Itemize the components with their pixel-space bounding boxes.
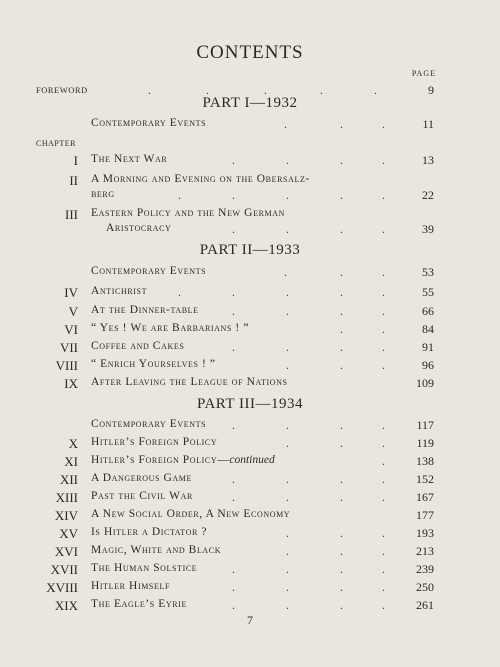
chapter-number: XVII: [50, 562, 78, 577]
chapter-title-continued: berg: [91, 188, 115, 200]
chapter-title: At the Dinner-table: [91, 304, 199, 316]
chapter-row: IV Antichrist . . . . . 55: [0, 285, 500, 303]
chapter-row: XI Hitler’s Foreign Policy—continued . 138: [0, 454, 500, 472]
chapter-title: A Dangerous Game: [91, 472, 192, 484]
book-page: CONTENTS PAGE FOREWORD . . . . . 9 PART I—1932 Contemporary Events . . . 11 CHAPTER I The Next War . . . . 13 II A Morning and Evening on the Obersalz- berg . . . . . 22 III Eastern Policy and the New German Aristocracy . . . . 39 PART II—1933 Contemporary Events . . . 53 IV Antichrist . . . . . 55 V At the Dinner-table . . . . 66 VI “ Yes ! We are Barbarians ! ” . . 84 VII Coffee and Cakes . . . . 91 VIII “ Enrich Yourselves ! ” . . . 96 IX After Leaving the League of Nations 109 PART III—1934 Contemporary Events . . . . 117 X Hitler’s Foreign Policy . . . 119 XI Hitler’s Foreign Policy—continued . 138 XII A Dangerous Game . . . . 152 XIII Past the Civil War . . . . 167 XIV A New Social Order, A New Economy 177 XV Is Hitler a Dictator ? . . . 193 XVI Magic, White and Black . . . 213 XVII The Human Solstice . . . . 239 XVIII Hitler Himself . . . . 250 XIX The Eagle’s Eyrie . . . . 261 7: [0, 0, 500, 667]
chapter-title: Past the Civil War: [91, 490, 193, 502]
chapter-row: VII Coffee and Cakes . . . . 91: [0, 340, 500, 358]
chapter-title: The Human Solstice: [91, 562, 198, 574]
contemporary-row-3: Contemporary Events . . . . 117: [91, 418, 434, 432]
contents-title: CONTENTS: [196, 42, 304, 63]
chapter-page: 55: [422, 285, 434, 299]
contemporary-row-1: Contemporary Events . . . 11: [91, 117, 434, 131]
chapter-row: XVI Magic, White and Black . . . 213: [0, 544, 500, 562]
part-heading-1: PART I—1932: [202, 95, 298, 111]
chapter-row: XII A Dangerous Game . . . . 152: [0, 472, 500, 490]
chapter-title: “ Enrich Yourselves ! ”: [91, 358, 216, 370]
chapter-number: XI: [64, 454, 78, 469]
chapter-title: “ Yes ! We are Barbarians ! ”: [91, 322, 250, 334]
chapter-number: XVIII: [46, 580, 78, 595]
chapter-page: 84: [422, 322, 434, 336]
chapter-number: XIX: [54, 598, 78, 613]
chapter-number: VI: [64, 322, 78, 337]
foreword-label: FOREWORD: [36, 85, 88, 95]
chapter-title: Hitler Himself: [91, 580, 170, 592]
foreword-page: 9: [428, 83, 434, 97]
chapter-page: 13: [422, 153, 434, 167]
chapter-number: VIII: [55, 358, 78, 373]
chapter-number: I: [73, 153, 78, 168]
contemporary-label: Contemporary Events: [91, 117, 207, 129]
chapter-row: I The Next War . . . . 13: [0, 153, 500, 171]
chapter-page: 96: [422, 358, 434, 372]
chapter-title-continued: Aristocracy: [106, 222, 172, 234]
chapter-number: IX: [64, 376, 78, 391]
chapter-row: [0, 376, 500, 394]
chapter-number: VII: [59, 340, 78, 355]
chapter-title: Magic, White and Black: [91, 544, 222, 556]
chapter-row: XIX The Eagle’s Eyrie . . . . 261: [0, 598, 500, 616]
contemporary-row-2: Contemporary Events . . . 53: [91, 265, 434, 279]
page-column-label: PAGE: [411, 69, 436, 78]
chapter-number: XVI: [54, 544, 78, 559]
chapter-title: Hitler’s Foreign Policy: [91, 436, 218, 448]
chapter-row: [0, 508, 500, 526]
chapter-number: XIII: [55, 490, 78, 505]
chapter-page: 66: [422, 304, 434, 318]
chapter-row: XVIII Hitler Himself . . . . 250: [0, 580, 500, 598]
chapter-title-italic: continued: [229, 454, 275, 466]
chapter-title: Coffee and Cakes: [91, 340, 185, 352]
contemporary-label: Contemporary Events: [91, 418, 207, 430]
chapter-page: 152: [416, 472, 434, 486]
chapter-row: VI “ Yes ! We are Barbarians ! ” . . 84: [0, 322, 500, 340]
chapter-page: 138: [416, 454, 434, 468]
chapter-title: Antichrist: [91, 285, 148, 297]
chapter-page: 177: [416, 508, 434, 522]
chapter-row: VIII “ Enrich Yourselves ! ” . . . 96: [0, 358, 500, 376]
chapter-title: The Eagle’s Eyrie: [91, 598, 187, 610]
chapter-page: 39: [422, 222, 434, 236]
chapter-page: 119: [416, 436, 434, 450]
chapter-column-label: CHAPTER: [36, 139, 76, 148]
chapter-title: Is Hitler a Dictator ?: [91, 526, 208, 538]
chapter-row-continued: berg . . . . . 22: [91, 188, 434, 202]
chapter-number: III: [65, 207, 78, 222]
chapter-page: 22: [422, 188, 434, 202]
contemporary-page: 11: [422, 117, 434, 131]
chapter-page: 250: [416, 580, 434, 594]
chapter-page: 239: [416, 562, 434, 576]
chapter-row: V At the Dinner-table . . . . 66: [0, 304, 500, 322]
chapter-title-text: Hitler’s Foreign Policy—: [91, 454, 230, 466]
contemporary-label: Contemporary Events: [91, 265, 207, 277]
page-number: 7: [247, 613, 253, 627]
chapter-number: II: [69, 173, 78, 188]
chapter-title: A Morning and Evening on the Obersalz-: [91, 173, 310, 185]
chapter-page: 109: [416, 376, 434, 390]
chapter-number: V: [68, 304, 78, 319]
chapter-number: X: [68, 436, 78, 451]
contemporary-page: 117: [416, 418, 434, 432]
chapter-row: X Hitler’s Foreign Policy . . . 119: [0, 436, 500, 454]
chapter-title: A New Social Order, A New Economy: [91, 508, 291, 520]
chapter-title: After Leaving the League of Nations: [91, 376, 288, 388]
chapter-page: 261: [416, 598, 434, 612]
chapter-page: 167: [416, 490, 434, 504]
chapter-title: The Next War: [91, 153, 168, 165]
chapter-title: [91, 454, 275, 466]
chapter-number: IV: [64, 285, 78, 300]
chapter-row-continued: Aristocracy . . . . 39: [106, 222, 434, 236]
chapter-row: XVII The Human Solstice . . . . 239: [0, 562, 500, 580]
chapter-row: XIII Past the Civil War . . . . 167: [0, 490, 500, 508]
part-heading-3: PART III—1934: [196, 396, 304, 412]
contemporary-page: 53: [422, 265, 434, 279]
chapter-number: XIV: [54, 508, 78, 523]
chapter-number: XII: [59, 472, 78, 487]
chapter-title: Eastern Policy and the New German: [91, 207, 285, 219]
chapter-number: XV: [59, 526, 78, 541]
chapter-page: 193: [416, 526, 434, 540]
chapter-page: 91: [422, 340, 434, 354]
chapter-page: 213: [416, 544, 434, 558]
part-heading-2: PART II—1933: [199, 242, 301, 258]
chapter-row: XV Is Hitler a Dictator ? . . . 193: [0, 526, 500, 544]
